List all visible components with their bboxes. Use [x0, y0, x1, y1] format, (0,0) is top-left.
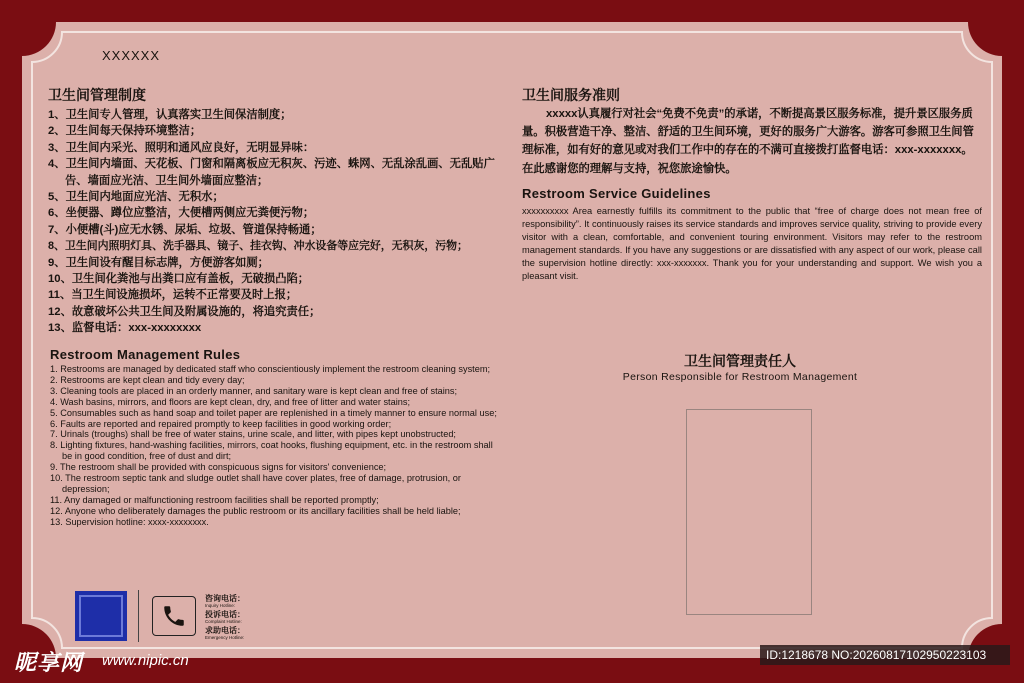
rules-cn-list [48, 107, 500, 337]
responsible-title: 卫生间管理责任人 [684, 353, 796, 369]
hotline-inquiry-label-en: Inquiry Hotline: [205, 603, 236, 608]
phone-icon [152, 596, 196, 636]
rules-cn-item: 5、卫生间内地面应光洁、无积水； [48, 191, 224, 204]
hotline-emergency-label-en: Emergency Hotline: [205, 635, 245, 640]
rules-en-item: 11. Any damaged or malfunctioning restroom facilities shall be reported promptly; [50, 494, 379, 505]
rules-en-item: 13. Supervision hotline: xxxx-xxxxxxxx. [50, 516, 209, 527]
rules-cn-title: 卫生间管理制度 [48, 87, 146, 103]
service-en-body: xxxxxxxxxx Area earnestly fulfills its commitment to the public that “free of charge does not mean free of responsibility”. It continuously raises its service standards and improves service quality, striving to provide every visitor with a clean, comfortable, and convenient touring environment. Visitors may refer to the restroom management standards. If you have any suggestions or are dissatisfied with any aspect of our work, please call the supervision hotline directly: xxx-xxxxxxx. Thank you for your understanding and support. We wish you a pleasant visit. [522, 206, 982, 281]
rules-en-item: 4. Wash basins, mirrors, and floors are kept clean, dry, and free of litter and water stains; [50, 396, 411, 407]
hotline-list [205, 594, 265, 642]
rules-cn-item: 6、坐便器、蹲位应整洁，大便槽两侧应无粪便污物； [48, 207, 315, 220]
service-cn-title: 卫生间服务准则 [522, 87, 620, 103]
rules-en-item: 7. Urinals (troughs) shall be free of water stains, urine scale, and litter, with pipes kept unobstructed; [50, 429, 456, 440]
watermark-brand: 昵享网 [14, 650, 84, 675]
rules-cn-item: 1、卫生间专人管理，认真落实卫生间保洁制度； [48, 109, 292, 121]
rules-cn-item: 4、卫生间内墙面、天花板、门窗和隔离板应无积灰、污迹、蛛网、无乱涂乱画、无乱贴广告、墙面应光洁、卫生间外墙面应整洁； [48, 158, 495, 187]
rules-cn-item: 11、当卫生间设施损坏，运转不正常要及时上报； [48, 289, 298, 302]
watermark-url: www.nipic.cn [102, 652, 189, 669]
rules-en-item: 9. The restroom shall be provided with conspicuous signs for visitors' convenience; [50, 462, 387, 473]
service-en-title: Restroom Service Guidelines [522, 186, 711, 201]
hotline-complaint-label-en: Complaint Hotline: [205, 619, 242, 624]
rules-en-item: 3. Cleaning tools are placed in an orderly manner, and sanitary ware is kept clean and free of stains; [50, 385, 458, 396]
hotline-emergency [205, 626, 265, 640]
rules-en-item: 5. Consumables such as hand soap and toilet paper are replenished in a timely manner to ensure normal use; [50, 407, 497, 418]
hotline-emergency-label: 求助电话： [205, 626, 245, 635]
qr-code [75, 591, 127, 641]
rules-en-item: 1. Restrooms are managed by dedicated staff who conscientiously implement the restroom cleaning system; [50, 364, 491, 374]
rules-cn-item: 12、故意破坏公共卫生间及附属设施的，将追究责任； [48, 305, 321, 318]
rules-en-item: 12. Anyone who deliberately damages the public restroom or its ancillary facilities shall be held liable; [50, 505, 461, 516]
rules-en-item: 2. Restrooms are kept clean and tidy every day; [50, 374, 245, 385]
watermark-id: ID:1218678 NO:20260817102950223103 [766, 648, 987, 662]
rules-en-list [50, 364, 500, 528]
rules-en-item: 10. The restroom septic tank and sludge outlet shall have cover plates, free of damage, protrusion, or depression; [50, 473, 461, 494]
header-placeholder: XXXXXX [102, 48, 161, 63]
responsible-photo-frame [686, 409, 812, 615]
service-cn-body: xxxxx认真履行对社会“免费不免责”的承诺，不断提高景区服务标准，提升景区服务质量。积极营造干净、整洁、舒适的卫生间环境，更好的服务广大游客。游客可参照卫生间管理标准，如有好的意见或对我们工作中的存在的不满可直接拨打监督电话：xxx-xxxxxxx。在此感谢您的理解与支持，祝您旅途愉快。 [522, 108, 974, 175]
rules-cn-item: 8、卫生间内照明灯具、洗手器具、镜子、挂衣钩、冲水设备等应完好，无积灰，污物； [48, 240, 468, 253]
hotline-complaint [205, 610, 265, 624]
hotline-complaint-label: 投诉电话： [205, 610, 245, 619]
rules-cn-item: 7、小便槽(斗)应无水锈、尿垢、垃圾、管道保持畅通； [48, 223, 322, 236]
responsible-subtitle: Person Responsible for Restroom Management [622, 371, 858, 383]
rules-cn-item: 10、卫生间化粪池与出粪口应有盖板，无破损凸陷； [48, 273, 310, 286]
rules-en-item: 8. Lighting fixtures, hand-washing facilities, mirrors, coat hooks, flushing equipment, etc. in the restroom shall be in good condition, free of dust and dirt; [50, 440, 493, 462]
rules-cn-item: 9、卫生间设有醒目标志牌，方便游客如厕； [48, 256, 269, 269]
rules-cn-item: 2、卫生间每天保持环境整洁； [48, 125, 202, 138]
qr-code-frame [79, 595, 123, 637]
hotline-inquiry [205, 594, 265, 608]
hotline-inquiry-label: 咨询电话： [205, 594, 245, 603]
phone-glyph [161, 603, 187, 629]
rules-cn-item: 3、卫生间内采光、照明和通风应良好，无明显异味： [48, 141, 315, 154]
rules-en-item: 6. Faults are reported and repaired promptly to keep facilities in good working order; [50, 418, 392, 429]
rules-en-title: Restroom Management Rules [50, 347, 241, 362]
rules-cn-item: 13、监督电话：xxx-xxxxxxxx [48, 322, 202, 335]
footer-divider [138, 590, 139, 642]
